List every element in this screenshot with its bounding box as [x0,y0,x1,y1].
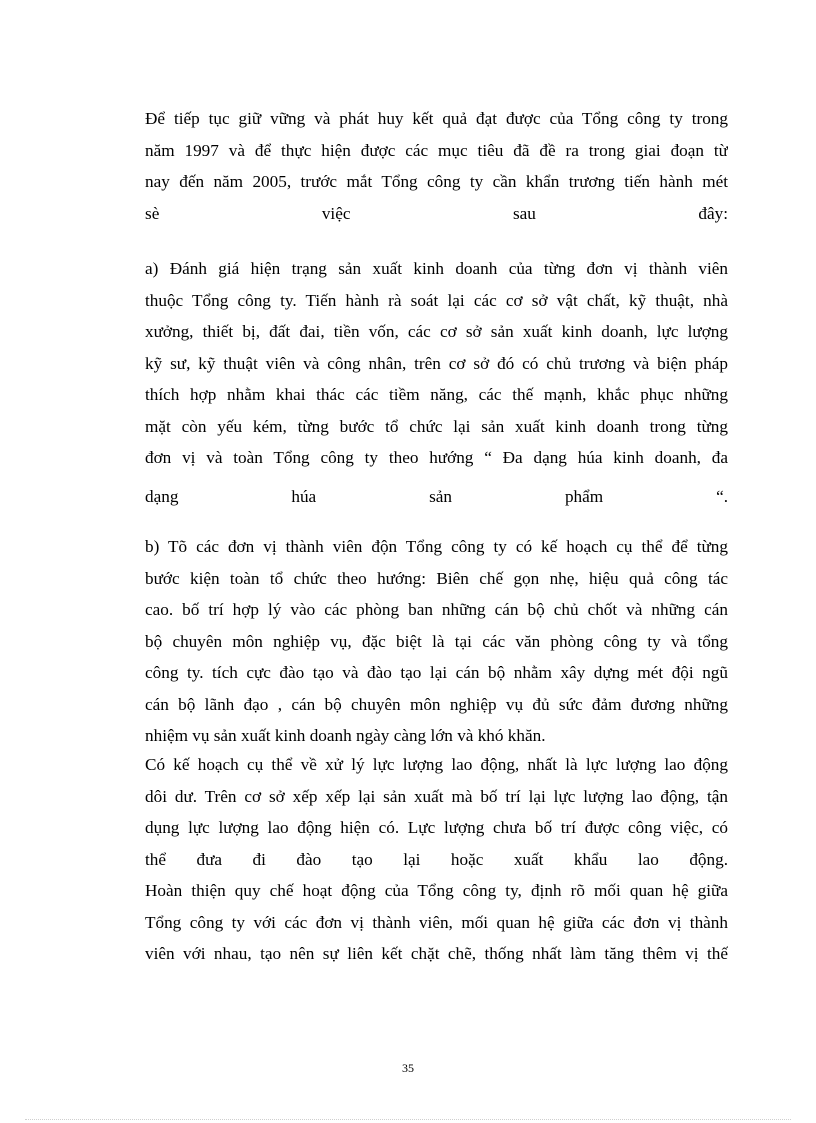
text-line: Có kế hoạch cụ thể về xử lý lực lượng lao động, nhất là lực lượng lao động [145,755,728,774]
paragraph-intro [145,103,728,229]
page-number: 35 [402,1061,414,1075]
text-line: b) Tõ các đơn vị thành viên độn Tổng công ty có kế hoạch cụ thể để từng [145,537,728,556]
text-line: nay đến năm 2005, trước mắt Tổng công ty cần khẩn trương tiến hành mét [145,172,728,191]
text-line: xưởng, thiết bị, đất đai, tiền vốn, các cơ sở sản xuất kinh doanh, lực lượng [145,322,728,341]
text-line: sè việc sau đây: [145,203,728,223]
text-line: bộ chuyên môn nghiệp vụ, đặc biệt là tại các văn phòng công ty và tổng [145,631,728,651]
text-line: năm 1997 và để thực hiện được các mục tiêu đã đề ra trong giai đoạn từ [145,140,728,160]
text-line: thích hợp nhằm khai thác các tiềm năng, các thế mạnh, khắc phục những [145,385,728,404]
text-line: dạng húa sản phẩm “. [145,486,728,506]
text-line: a) Đánh giá hiện trạng sản xuất kinh doanh của từng đơn vị thành viên [145,259,728,278]
paragraph-labor [145,749,728,970]
paragraph-b [145,531,728,752]
text-line: nhiệm vụ sản xuất kinh doanh ngày càng lớn và khó khăn. [145,726,546,745]
page-bottom-divider [25,1119,791,1120]
text-line: thể đưa đi đào tạo lại hoặc xuất khẩu lao động. [145,849,728,869]
text-line: Tổng công ty với các đơn vị thành viên, mối quan hệ giữa các đơn vị thành [145,912,728,932]
text-line: mặt còn yếu kém, từng bước tổ chức lại sản xuất kinh doanh trong từng [145,416,728,436]
text-line: công ty. tích cực đào tạo và đào tạo lại cán bộ nhằm xây dựng mét đội ngũ [145,663,728,682]
text-line: Để tiếp tục giữ vững và phát huy kết quả đạt được của Tổng công ty trong [145,109,728,128]
text-line: dụng lực lượng lao động hiện có. Lực lượng chưa bố trí được công việc, có [145,818,728,837]
text-line: bước kiện toàn tổ chức theo hướng: Biên chế gọn nhẹ, hiệu quả công tác [145,568,728,588]
text-line: viên với nhau, tạo nên sự liên kết chặt chẽ, thống nhất làm tăng thêm vị thế [145,944,728,963]
text-line: cán bộ lãnh đạo , cán bộ chuyên môn nghiệp vụ đủ sức đảm đương những [145,694,728,714]
text-line: đơn vị và toàn Tổng công ty theo hướng “ Đa dạng húa kinh doanh, đa [145,448,728,467]
text-line: cao. bố trí hợp lý vào các phòng ban những cán bộ chủ chốt và những cán [145,600,728,619]
text-line: dôi dư. Trên cơ sở xếp xếp lại sản xuất mà bố trí lại lực lượng lao động, tận [145,786,728,806]
text-line: Hoàn thiện quy chế hoạt động của Tổng công ty, định rõ mối quan hệ giữa [145,881,728,900]
paragraph-a [145,253,728,512]
text-line: kỹ sư, kỹ thuật viên và công nhân, trên cơ sở đó có chủ trương và biện pháp [145,353,728,373]
text-line: thuộc Tổng công ty. Tiến hành rà soát lại các cơ sở vật chất, kỹ thuật, nhà [145,290,728,310]
